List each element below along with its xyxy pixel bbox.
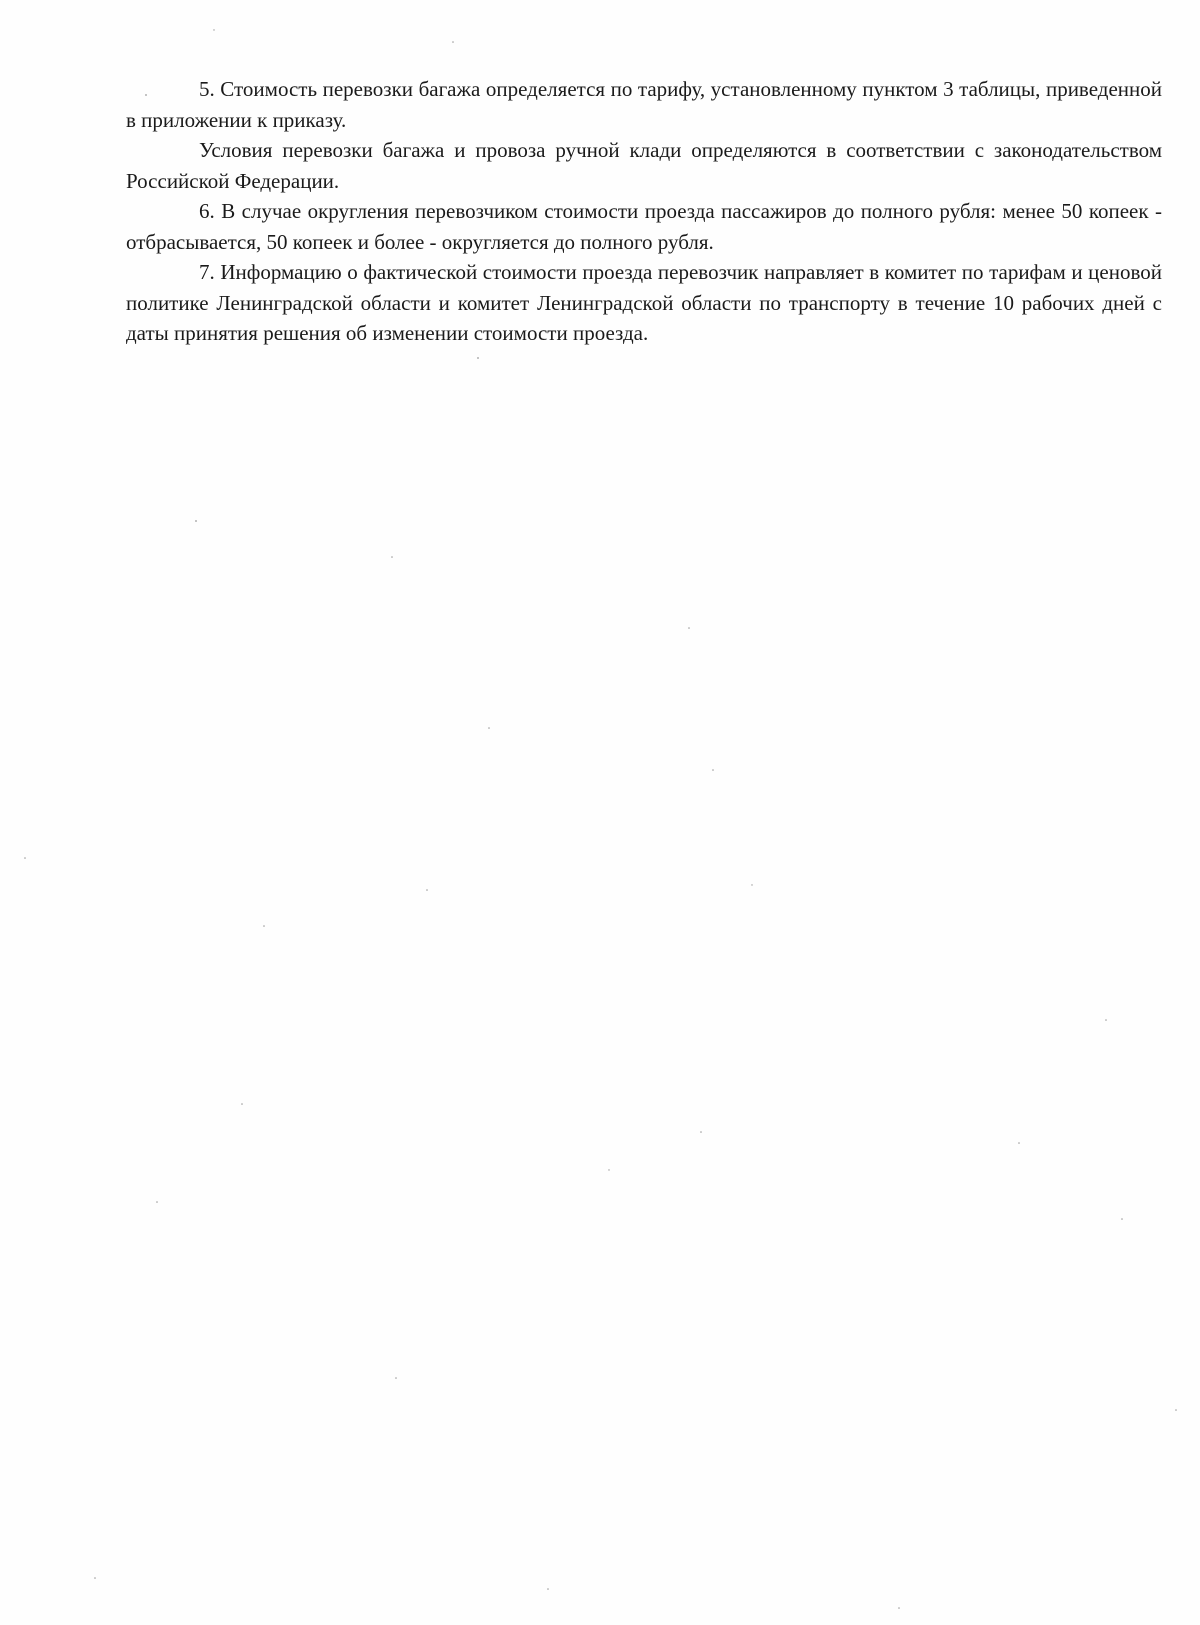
scan-speck: [395, 1377, 397, 1379]
scan-speck: [263, 925, 265, 927]
scan-speck: [391, 556, 393, 558]
scan-speck: [241, 1103, 243, 1105]
scan-speck: [452, 41, 454, 43]
scan-speck: [156, 1201, 158, 1203]
scan-speck: [195, 520, 197, 522]
paragraph-6: 6. В случае округления перевозчиком стоимости проезда пассажиров до полного рубля: менее 50 копеек - отбрасывается, 50 копеек и более - округляется до полного рубля.: [126, 199, 1162, 254]
scan-speck: [94, 1577, 96, 1579]
scan-speck: [547, 1588, 549, 1590]
scan-speck: [700, 1131, 702, 1133]
scan-speck: [608, 1169, 609, 1170]
scan-speck: [488, 727, 490, 729]
scan-speck: [24, 857, 26, 859]
scan-speck: [898, 1607, 900, 1609]
scan-speck: [688, 627, 690, 629]
document-body: [126, 74, 1162, 349]
scan-speck: [1121, 1218, 1123, 1220]
scan-speck: [426, 889, 428, 891]
scan-speck: [1175, 1409, 1177, 1411]
scan-speck: [477, 357, 479, 359]
paragraph-5-conditions: Условия перевозки багажа и провоза ручной клади определяются в соответствии с законодательством Российской Федерации.: [126, 138, 1162, 193]
paragraph-5: 5. Стоимость перевозки багажа определяется по тарифу, установленному пунктом 3 таблицы, приведенной в приложении к приказу.: [126, 77, 1162, 132]
scan-speck: [213, 29, 214, 30]
scan-speck: [1105, 1019, 1107, 1021]
paragraph-7: 7. Информацию о фактической стоимости проезда перевозчик направляет в комитет по тарифам и ценовой политике Ленинградской области и комитет Ленинградской области по транспорту в течение 10 рабочих дней с даты принятия решения об изменении стоимости проезда.: [126, 260, 1162, 345]
scan-speck: [1018, 1142, 1020, 1144]
scan-speck: [712, 769, 714, 771]
scan-speck: [751, 884, 752, 885]
